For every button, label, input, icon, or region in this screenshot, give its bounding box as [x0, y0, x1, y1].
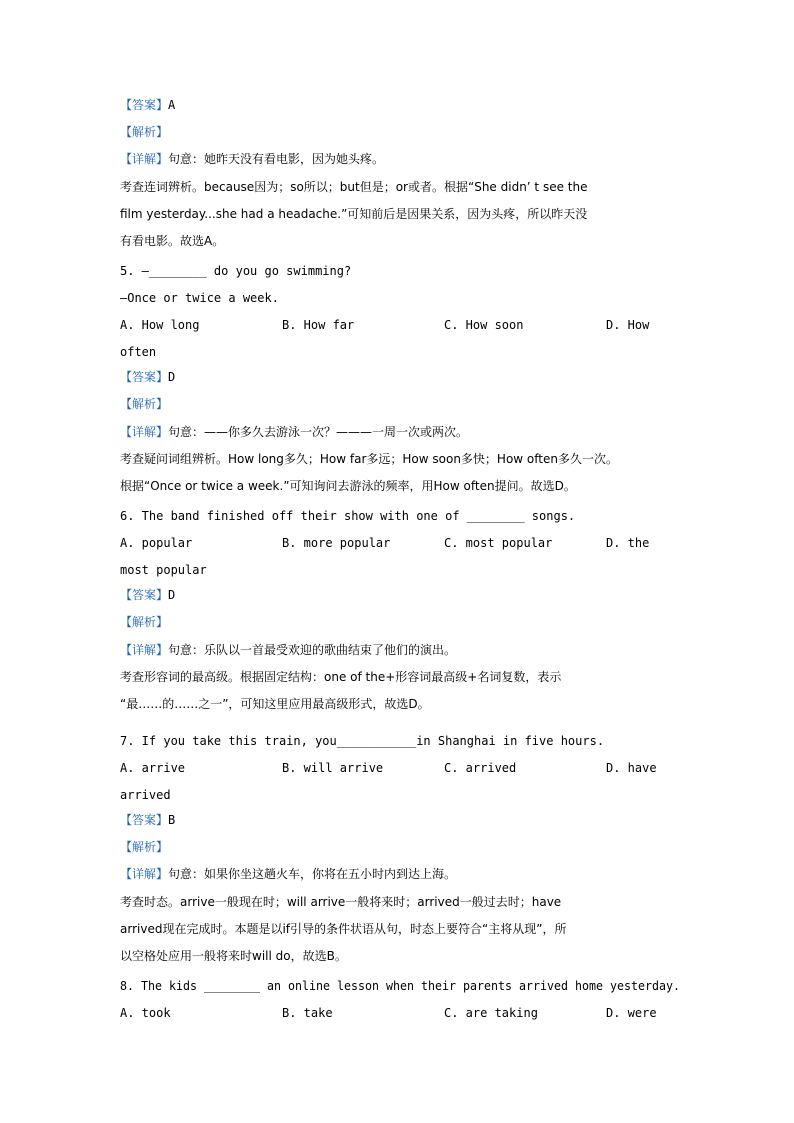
explanation-line: 有看电影。故选A。 [120, 234, 225, 248]
option-b: B. take [282, 1006, 333, 1020]
option-d: D. have [606, 761, 657, 775]
detail-label: 【详解】 [120, 643, 169, 657]
analysis-label: 【解析】 [120, 397, 169, 411]
option-b: B. How far [282, 318, 355, 332]
option-a: A. How long [120, 318, 200, 332]
explanation-line: 根据“Once or twice a week.”可知询问去游泳的频率，用How often提问。故选D。 [120, 479, 576, 493]
option-b: B. will arrive [282, 761, 384, 775]
analysis-label: 【解析】 [120, 615, 169, 629]
explanation-line: 以空格处应用一般将来时will do，故选B。 [120, 949, 347, 963]
explanation-line: 考查连词辨析。because因为；so所以；but但是；or或者。根据“She didn’ t see the [120, 180, 588, 194]
detail-meaning: 句意：——你多久去游泳一次？———一周一次或两次。 [168, 425, 469, 439]
answer-value: D [168, 370, 176, 384]
detail-line [120, 643, 456, 657]
answer-line [120, 370, 175, 384]
detail-meaning: 句意：她昨天没有看电影，因为她头疼。 [168, 152, 385, 166]
option-a: A. took [120, 1006, 171, 1020]
question-stem: 7. If you take this train, you___________in Shanghai in five hours. [120, 734, 605, 748]
detail-line [120, 152, 384, 166]
option-d: D. the [606, 536, 650, 550]
answer-line [120, 98, 175, 112]
answer-line [120, 813, 175, 827]
option-b: B. more popular [282, 536, 391, 550]
option-d-continued: arrived [120, 788, 171, 802]
answer-label: 【答案】 [120, 370, 169, 384]
option-c: C. most popular [444, 536, 553, 550]
option-a: A. arrive [120, 761, 186, 775]
detail-line [120, 867, 456, 881]
answer-label: 【答案】 [120, 98, 169, 112]
options-row [120, 536, 680, 550]
answer-value: A [168, 98, 176, 112]
detail-label: 【详解】 [120, 152, 169, 166]
option-d: D. How [606, 318, 650, 332]
option-d: D. were [606, 1006, 657, 1020]
explanation-line: film yesterday...she had a headache.”可知前后是因果关系，因为头疼，所以昨天没 [120, 207, 588, 221]
option-a: A. popular [120, 536, 193, 550]
detail-meaning: 句意：乐队以一首最受欢迎的歌曲结束了他们的演出。 [168, 643, 457, 657]
detail-label: 【详解】 [120, 425, 169, 439]
option-c: C. are taking [444, 1006, 538, 1020]
explanation-line: arrived现在完成时。本题是以if引导的条件状语从句，时态上要符合“主将从现”，所 [120, 922, 567, 936]
question-stem: 6. The band finished off their show with one of ________ songs. [120, 509, 576, 523]
answer-line [120, 588, 175, 602]
analysis-label: 【解析】 [120, 840, 169, 854]
explanation-line: 考查形容词的最高级。根据固定结构：one of the+形容词最高级+名词复数，表示 [120, 670, 562, 684]
question-stem: 8. The kids ________ an online lesson when their parents arrived home yesterday. [120, 979, 681, 993]
answer-value: D [168, 588, 176, 602]
detail-line [120, 425, 468, 439]
options-row [120, 1006, 680, 1020]
explanation-line: 考查时态。arrive一般现在时；will arrive一般将来时；arrived一般过去时；have [120, 895, 562, 909]
option-d-continued: often [120, 345, 157, 359]
answer-label: 【答案】 [120, 813, 169, 827]
option-d-continued: most popular [120, 563, 207, 577]
options-row [120, 761, 680, 775]
option-c: C. arrived [444, 761, 517, 775]
options-row [120, 318, 680, 332]
detail-label: 【详解】 [120, 867, 169, 881]
question-stem: 5. —________ do you go swimming? [120, 264, 352, 278]
answer-label: 【答案】 [120, 588, 169, 602]
dialogue-reply: —Once or twice a week. [120, 291, 279, 305]
explanation-line: “最……的……之一”，可知这里应用最高级形式，故选D。 [120, 697, 430, 711]
answer-value: B [168, 813, 176, 827]
analysis-label: 【解析】 [120, 125, 169, 139]
option-c: C. How soon [444, 318, 524, 332]
detail-meaning: 句意：如果你坐这趟火车，你将在五小时内到达上海。 [168, 867, 457, 881]
explanation-line: 考查疑问词组辨析。How long多久；How far多远；How soon多快；How often多久一次。 [120, 452, 618, 466]
